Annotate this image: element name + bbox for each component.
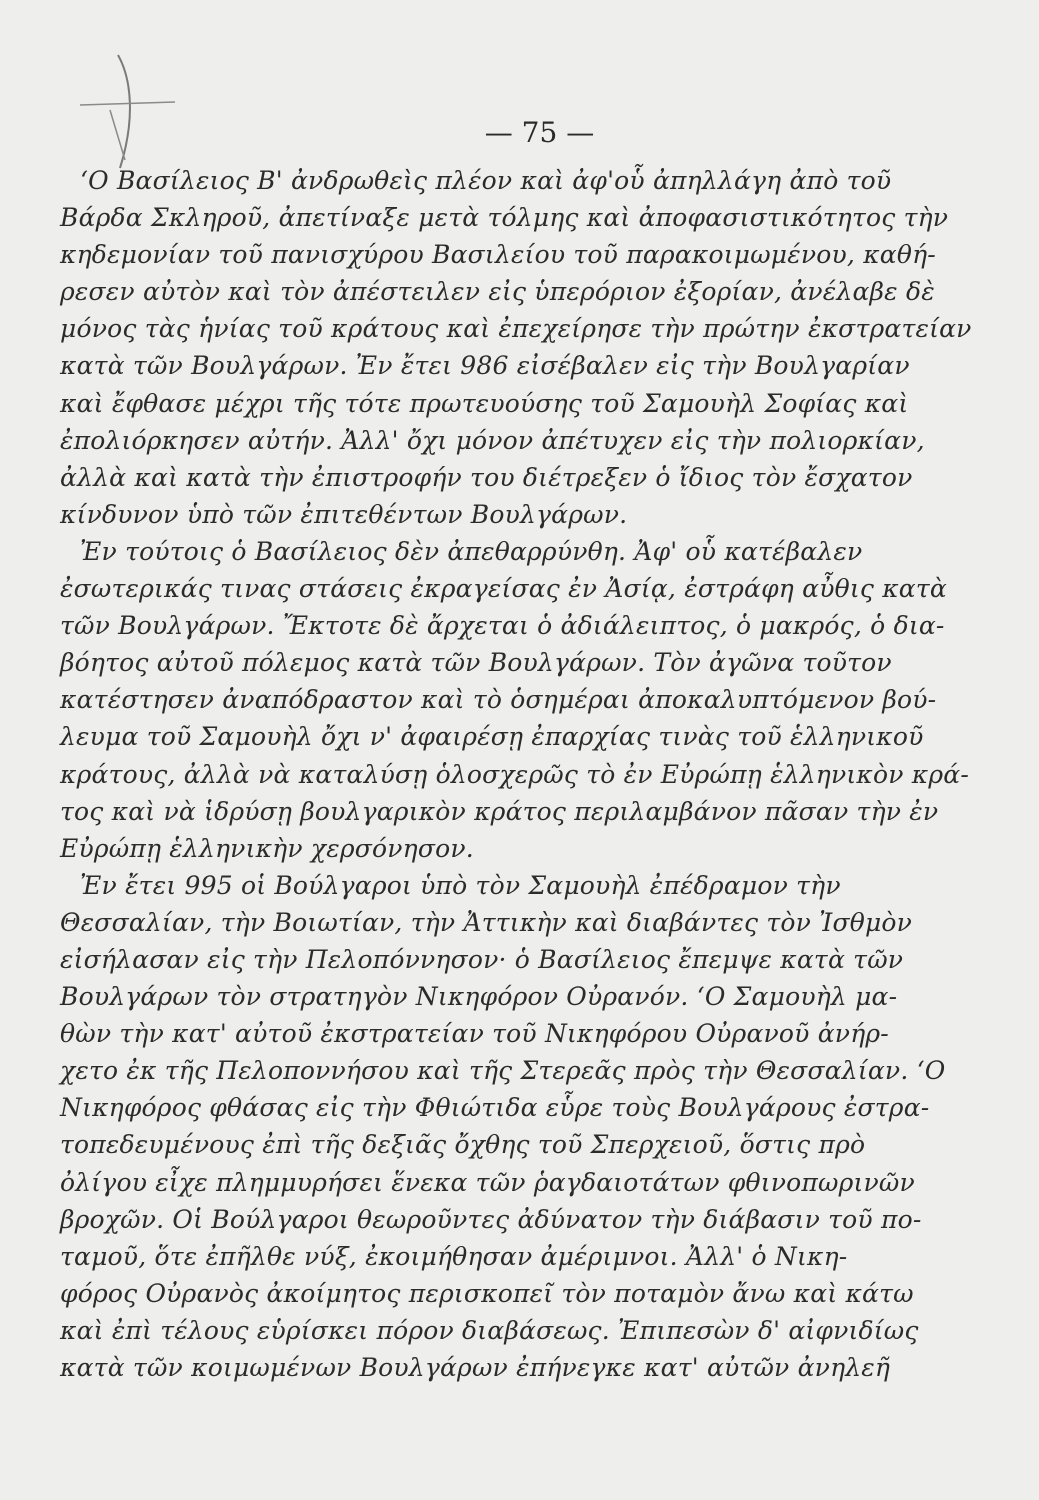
text-line: εἰσήλασαν εἰς τὴν Πελοπόννησον· ὁ Βασίλειος ἔπεμψε κατὰ τῶν bbox=[60, 944, 904, 974]
text-line: μόνος τὰς ἡνίας τοῦ κράτους καὶ ἐπεχείρησε τὴν πρώτην ἐκστρατείαν bbox=[60, 314, 972, 344]
text-line: ρεσεν αὐτὸν καὶ τὸν ἀπέστειλεν εἰς ὑπερόριον ἐξορίαν, ἀνέλαβε δὲ bbox=[60, 277, 935, 307]
page-number: — 75 — bbox=[484, 116, 595, 149]
text-line: ‘Ο Βασίλειος Β' ἀνδρωθεὶς πλέον καὶ ἀφ'οὗ ἀπηλλάγη ἀπὸ τοῦ bbox=[80, 166, 892, 195]
text-line: χετο ἐκ τῆς Πελοποννήσου καὶ τῆς Στερεᾶς πρὸς τὴν Θεσσαλίαν. ‘Ο bbox=[60, 1056, 946, 1086]
text-line: κατὰ τῶν κοιμωμένων Βουλγάρων ἐπήνεγκε κατ' αὐτῶν ἀνηλεῆ bbox=[60, 1353, 891, 1382]
text-line: καὶ ἐπὶ τέλους εὑρίσκει πόρον διαβάσεως. Ἐπιπεσὼν δ' αἰφνιδίως bbox=[60, 1315, 919, 1345]
text-line: ταμοῦ, ὅτε ἐπῆλθε νύξ, ἐκοιμήθησαν ἀμέριμνοι. Ἀλλ' ὁ Νικη- bbox=[60, 1241, 848, 1271]
text-line: τος καὶ νὰ ἱδρύσῃ βουλγαρικὸν κράτος περιλαμβάνον πᾶσαν τὴν ἐν bbox=[60, 796, 939, 826]
text-line: ὀλίγου εἶχε πλημμυρήσει ἕνεκα τῶν ῥαγδαιοτάτων φθινοπωρινῶν bbox=[60, 1167, 915, 1197]
text-line: θὼν τὴν κατ' αὐτοῦ ἐκστρατείαν τοῦ Νικηφόρου Οὐρανοῦ ἀνήρ- bbox=[60, 1019, 889, 1049]
text-line: κηδεμονίαν τοῦ πανισχύρου Βασιλείου τοῦ παρακοιμωμένου, καθή- bbox=[60, 240, 936, 270]
text-line: φόρος Οὐρανὸς ἀκοίμητος περισκοπεῖ τὸν ποταμὸν ἄνω καὶ κάτω bbox=[60, 1278, 914, 1308]
text-line: λευμα τοῦ Σαμουὴλ ὄχι ν' ἀφαιρέσῃ ἐπαρχίας τινὰς τοῦ ἑλληνικοῦ bbox=[60, 722, 924, 752]
text-line: Νικηφόρος φθάσας εἰς τὴν Φθιώτιδα εὗρε τοὺς Βουλγάρους ἐστρα- bbox=[60, 1093, 930, 1123]
text-line: Εὐρώπῃ ἑλληνικὴν χερσόνησον. bbox=[60, 833, 474, 863]
text-line: κατέστησεν ἀναπόδραστον καὶ τὸ ὁσημέραι ἀποκαλυπτόμενον βού- bbox=[60, 685, 937, 715]
text-line: Βάρδα Σκληροῦ, ἀπετίναξε μετὰ τόλμης καὶ ἀποφασιστικότητος τὴν bbox=[60, 203, 949, 233]
text-line: Βουλγάρων τὸν στρατηγὸν Νικηφόρον Οὐρανόν. ‘Ο Σαμουὴλ μα- bbox=[60, 982, 898, 1012]
text-line: τῶν Βουλγάρων. Ἔκτοτε δὲ ἄρχεται ὁ ἀδιάλειπτος, ὁ μακρός, ὁ δια- bbox=[60, 611, 945, 641]
text-line: ἐσωτερικάς τινας στάσεις ἐκραγείσας ἐν Ἀσίᾳ, ἐστράφη αὖθις κατὰ bbox=[60, 574, 948, 604]
text-line: Ἐν τούτοις ὁ Βασίλειος δὲν ἀπεθαρρύνθη. Ἀφ' οὗ κατέβαλεν bbox=[80, 536, 863, 566]
text-line: κράτους, ἀλλὰ νὰ καταλύσῃ ὁλοσχερῶς τὸ ἐν Εὐρώπῃ ἑλληνικὸν κρά- bbox=[60, 759, 969, 789]
text-line: καὶ ἔφθασε μέχρι τῆς τότε πρωτευούσης τοῦ Σαμουὴλ Σοφίας καὶ bbox=[60, 388, 909, 418]
text-line: Ἐν ἔτει 995 οἱ Βούλγαροι ὑπὸ τὸν Σαμουὴλ ἐπέδραμον τὴν bbox=[80, 870, 841, 900]
text-line: βροχῶν. Οἱ Βούλγαροι θεωροῦντες ἀδύνατον τὴν διάβασιν τοῦ πο- bbox=[60, 1204, 922, 1234]
body-text bbox=[60, 162, 972, 1386]
text-line: ἐπολιόρκησεν αὐτήν. Ἀλλ' ὄχι μόνον ἀπέτυχεν εἰς τὴν πολιορκίαν, bbox=[60, 425, 925, 455]
text-line: ἀλλὰ καὶ κατὰ τὴν ἐπιστροφήν του διέτρεξεν ὁ ἴδιος τὸν ἔσχατον bbox=[60, 462, 913, 492]
text-line: κίνδυνον ὑπὸ τῶν ἐπιτεθέντων Βουλγάρων. bbox=[60, 499, 628, 529]
text-line: βόητος αὐτοῦ πόλεμος κατὰ τῶν Βουλγάρων. Τὸν ἀγῶνα τοῦτον bbox=[60, 648, 892, 678]
text-line: Θεσσαλίαν, τὴν Βοιωτίαν, τὴν Ἀττικὴν καὶ διαβάντες τὸν Ἰσθμὸν bbox=[60, 907, 913, 937]
text-line: κατὰ τῶν Βουλγάρων. Ἐν ἔτει 986 εἰσέβαλεν εἰς τὴν Βουλγαρίαν bbox=[60, 351, 910, 381]
text-line: τοπεδευμένους ἐπὶ τῆς δεξιᾶς ὄχθης τοῦ Σπερχειοῦ, ὅστις πρὸ bbox=[60, 1130, 866, 1160]
